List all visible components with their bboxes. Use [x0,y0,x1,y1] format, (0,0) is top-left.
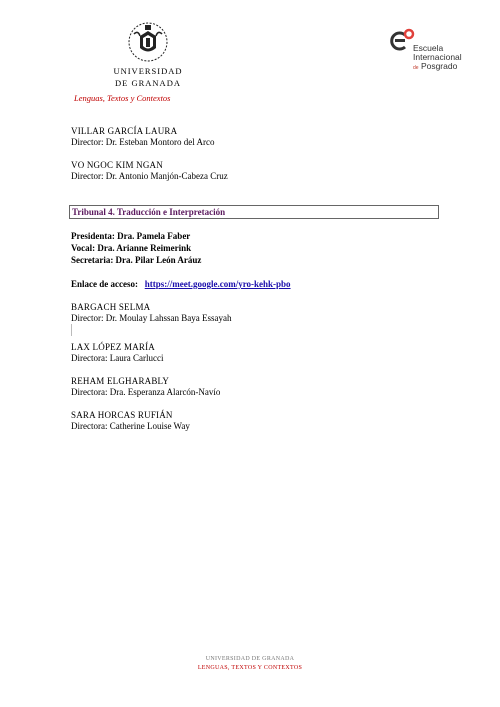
student-director: Director: Dr. Esteban Montoro del Arco [71,137,215,147]
student-name: VILLAR GARCÍA LAURA [71,126,178,136]
university-logo [112,20,184,88]
tribunal-heading-box [69,205,439,219]
school-name-prefix: de [413,65,419,71]
text-cursor-marker [71,324,72,336]
school-name-line1: Escuela [413,43,444,53]
school-name-line2: Internacional [413,52,462,62]
school-name [413,44,462,73]
student-name: SARA HORCAS RUFIÁN [71,410,173,420]
school-mark-icon [388,26,416,54]
student-name: LAX LÓPEZ MARÍA [71,342,155,352]
student-name: BARGACH SELMA [71,302,151,312]
student-director: Directora: Laura Carlucci [71,353,164,363]
student-director: Director: Dr. Moulay Lahssan Baya Essayah [71,313,232,323]
university-name-line2: DE GRANADA [115,78,181,88]
student-director: Director: Dr. Antonio Manjón-Cabeza Cruz [71,171,228,181]
meet-link[interactable]: https://meet.google.com/yro-kehk-pbo [144,279,291,289]
university-crest-icon [126,20,170,64]
student-director: Directora: Catherine Louise Way [71,421,190,431]
footer-department: LENGUAS, TEXTOS Y CONTEXTOS [197,665,303,671]
tribunal-vocal: Vocal: Dra. Arianne Reimerink [71,243,192,253]
student-name: REHAM ELGHARABLY [71,376,170,386]
school-name-posgrado: Posgrado [420,61,458,71]
student-director: Directora: Dra. Esperanza Alarcón-Navío [71,387,221,397]
tribunal-secretaria: Secretaria: Dra. Pilar León Aráuz [71,255,202,265]
department-name: Lenguas, Textos y Contextos [74,93,171,103]
university-name-line1: UNIVERSIDAD [113,66,183,76]
footer-university: UNIVERSIDAD DE GRANADA [205,656,295,662]
school-name-line3 [413,62,462,73]
tribunal-presidenta: Presidenta: Dra. Pamela Faber [71,231,191,241]
tribunal-title: Tribunal 4. Traducción e Interpretación [72,207,226,217]
access-link-row [71,279,291,290]
student-name: VO NGOC KIM NGAN [71,160,163,170]
access-link-label: Enlace de acceso: [71,279,138,289]
